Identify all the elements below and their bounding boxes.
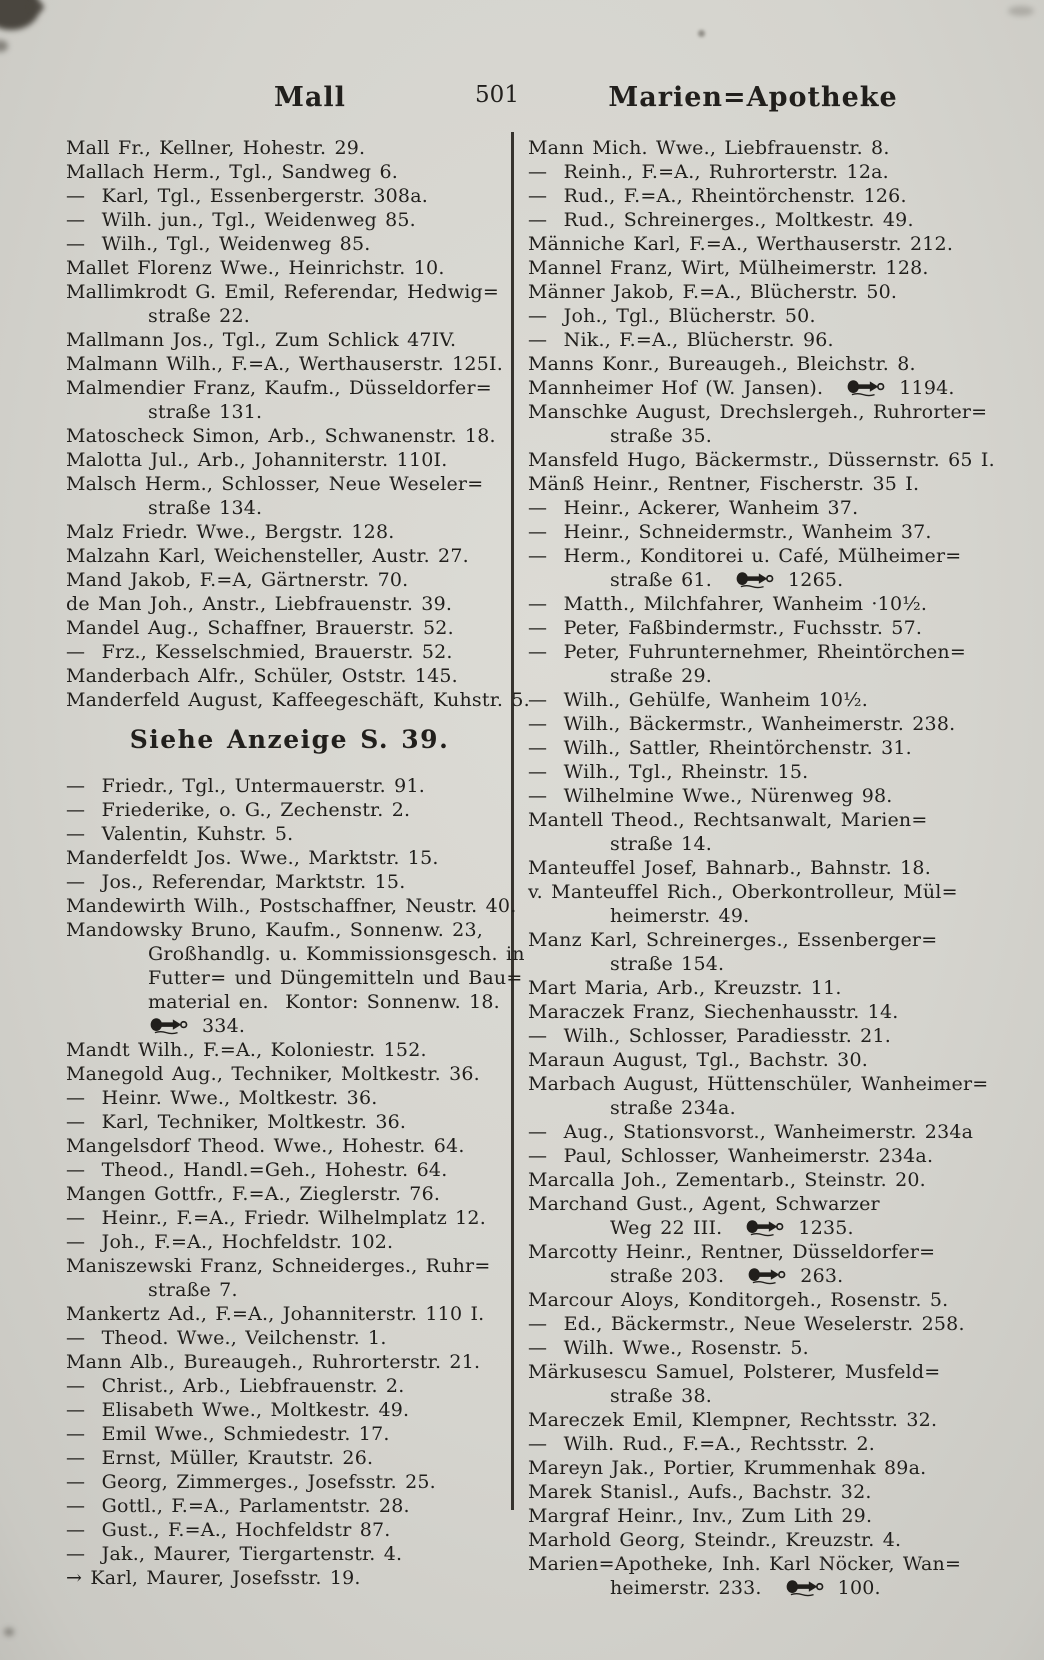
entry-line [66, 472, 513, 496]
entry-line [66, 1110, 513, 1134]
entry-text: — Heinr. Wwe., Moltkestr. 36. [66, 1087, 378, 1109]
entry-text: Marbach August, Hüttenschüler, Wanheimer= [528, 1073, 989, 1095]
entry-text: straße 203. [610, 1265, 725, 1287]
entry-line [66, 798, 513, 822]
telephone-receiver-icon [736, 572, 776, 589]
entry-text: straße 38. [610, 1385, 712, 1407]
entry-text: — Wilh., Schlosser, Paradiesstr. 21. [528, 1025, 891, 1047]
entry-text: — Rud., F.=A., Rheintörchenstr. 126. [528, 185, 907, 207]
entry-line [528, 136, 990, 160]
entry-text: Malzahn Karl, Weichensteller, Austr. 27. [66, 545, 469, 567]
entry-line [528, 1072, 990, 1096]
entry-line [66, 1494, 513, 1518]
entry-text: — Wilh., Bäckermstr., Wanheimerstr. 238. [528, 713, 956, 735]
entry-line [528, 1360, 990, 1384]
entry-text: — Emil Wwe., Schmiedestr. 17. [66, 1423, 390, 1445]
entry-text: — Friedr., Tgl., Untermauerstr. 91. [66, 775, 425, 797]
entry-text: — Peter, Fuhrunternehmer, Rheintörchen= [528, 641, 966, 663]
entry-text: Mankertz Ad., F.=A., Johanniterstr. 110 I. [66, 1303, 485, 1325]
right-column [528, 136, 995, 1600]
entry-text: Matoscheck Simon, Arb., Schwanenstr. 18. [66, 425, 496, 447]
entry-text: Mannel Franz, Wirt, Mülheimerstr. 128. [528, 257, 929, 279]
entry-text: Mandowsky Bruno, Kaufm., Sonnenw. 23, [66, 919, 483, 941]
telephone-number: 1194. [899, 377, 955, 399]
entry-text: heimerstr. 49. [610, 905, 750, 927]
entry-line [66, 1422, 513, 1446]
entry-line [528, 256, 990, 280]
entry-line [66, 1086, 513, 1110]
telephone-number: 334. [202, 1015, 246, 1037]
entry-line [66, 136, 513, 160]
left-column [66, 136, 530, 1590]
entry-text: Margraf Heinr., Inv., Zum Lith 29. [528, 1505, 873, 1527]
entry-line [528, 1048, 990, 1072]
entry-text: straße 61. [610, 569, 712, 591]
telephone-number: 1265. [788, 569, 844, 591]
telephone-number: 263. [800, 1265, 844, 1287]
entry-text: Mallach Herm., Tgl., Sandweg 6. [66, 161, 399, 183]
entry-line [528, 736, 990, 760]
entry-line [66, 1470, 513, 1494]
entry-continuation-line [528, 664, 990, 688]
entry-text: — Wilh., Sattler, Rheintörchenstr. 31. [528, 737, 912, 759]
entry-line [66, 1038, 513, 1062]
entry-text: Mandewirth Wilh., Postschaffner, Neustr. 40. [66, 895, 517, 917]
entry-line [528, 1408, 990, 1432]
entry-text: — Valentin, Kuhstr. 5. [66, 823, 294, 845]
entry-line [66, 640, 513, 664]
entry-text: straße 22. [148, 305, 250, 327]
entry-text: Mannheimer Hof (W. Jansen). [528, 377, 824, 399]
entry-line [66, 1398, 513, 1422]
entry-continuation-line [66, 942, 525, 966]
entry-text: — Peter, Faßbindermstr., Fuchsstr. 57. [528, 617, 923, 639]
entry-text: — Karl, Tgl., Essenbergerstr. 308a. [66, 185, 428, 207]
entry-text: de Man Joh., Anstr., Liebfrauenstr. 39. [66, 593, 453, 615]
entry-line [528, 160, 990, 184]
entry-continuation-line [528, 1216, 990, 1240]
entry-text: — Reinh., F.=A., Ruhrorterstr. 12a. [528, 161, 889, 183]
entry-line [66, 1062, 513, 1086]
entry-line [528, 592, 990, 616]
entry-text: Mandel Aug., Schaffner, Brauerstr. 52. [66, 617, 454, 639]
entry-text: Mall Fr., Kellner, Hohestr. 29. [66, 137, 366, 159]
scan-smudge [1008, 6, 1034, 16]
entry-line [528, 376, 990, 400]
entry-line [66, 520, 513, 544]
entry-text: material en. Kontor: Sonnenw. 18. [148, 991, 500, 1013]
entry-text: straße 154. [610, 953, 725, 975]
entry-line [66, 328, 513, 352]
entry-text: Maniszewski Franz, Schneiderges., Ruhr= [66, 1255, 491, 1277]
entry-text: Manderfeld August, Kaffeegeschäft, Kuhstr. 5. [66, 689, 530, 711]
entry-line [66, 822, 513, 846]
entry-line [66, 1134, 513, 1158]
entry-continuation-line [528, 1096, 990, 1120]
entry-line [66, 1158, 513, 1182]
entry-text: Mand Jakob, F.=A, Gärtnerstr. 70. [66, 569, 409, 591]
entry-text: straße 131. [148, 401, 263, 423]
entry-line [528, 1312, 990, 1336]
entry-text: — Elisabeth Wwe., Moltkestr. 49. [66, 1399, 410, 1421]
entry-line [66, 774, 513, 798]
entry-line [528, 520, 990, 544]
entry-line [528, 1024, 990, 1048]
entry-continuation-line [66, 990, 513, 1014]
entry-text: — Jos., Referendar, Marktstr. 15. [66, 871, 406, 893]
entry-text: straße 234a. [610, 1097, 736, 1119]
entry-line [528, 352, 990, 376]
entry-text: Malotta Jul., Arb., Johanniterstr. 110I. [66, 449, 448, 471]
entry-line [528, 808, 990, 832]
entry-text: Mandt Wilh., F.=A., Koloniestr. 152. [66, 1039, 427, 1061]
entry-line [66, 424, 513, 448]
entry-text: — Christ., Arb., Liebfrauenstr. 2. [66, 1375, 405, 1397]
entry-text: — Wilhelmine Wwe., Nürenweg 98. [528, 785, 893, 807]
entry-text: — Theod., Handl.=Geh., Hohestr. 64. [66, 1159, 448, 1181]
entry-text: — Gust., F.=A., Hochfeldstr 87. [66, 1519, 391, 1541]
entry-text: heimerstr. 233. [610, 1577, 762, 1599]
entry-continuation-line [528, 1264, 990, 1288]
entry-text: Manderbach Alfr., Schüler, Oststr. 145. [66, 665, 458, 687]
telephone-receiver-icon [748, 1268, 788, 1285]
entry-line [528, 1552, 990, 1576]
entry-text: Marcotty Heinr., Rentner, Düsseldorfer= [528, 1241, 936, 1263]
entry-line [66, 846, 513, 870]
entry-line [528, 928, 990, 952]
entry-text: straße 29. [610, 665, 712, 687]
entry-line [528, 640, 990, 664]
entry-line [66, 448, 513, 472]
entry-text: — Wilh., Tgl., Weidenweg 85. [66, 233, 371, 255]
entry-text: Marcalla Joh., Zementarb., Steinstr. 20. [528, 1169, 926, 1191]
entry-line [66, 870, 513, 894]
entry-line [66, 1230, 513, 1254]
entry-text: Manegold Aug., Techniker, Moltkestr. 36. [66, 1063, 480, 1085]
entry-line [66, 1302, 513, 1326]
telephone-receiver-icon [746, 1220, 786, 1237]
entry-line [66, 1374, 513, 1398]
entry-line [66, 352, 513, 376]
entry-text: — Jak., Maurer, Tiergartenstr. 4. [66, 1543, 403, 1565]
entry-text: Mallmann Jos., Tgl., Zum Schlick 47IV. [66, 329, 457, 351]
entry-text: — Joh., F.=A., Hochfeldstr. 102. [66, 1231, 394, 1253]
entry-text: Manderfeldt Jos. Wwe., Marktstr. 15. [66, 847, 439, 869]
entry-text: Mantell Theod., Rechtsanwalt, Marien= [528, 809, 928, 831]
entry-line [528, 1120, 990, 1144]
entry-line [66, 1326, 513, 1350]
entry-continuation-line [528, 568, 990, 592]
entry-continuation-line [66, 1278, 513, 1302]
entry-text: Mänß Heinr., Rentner, Fischerstr. 35 I. [528, 473, 920, 495]
telephone-receiver-icon [786, 1580, 826, 1597]
entry-text: Weg 22 III. [610, 1217, 723, 1239]
entry-text: Mareyn Jak., Portier, Krummenhak 89a. [528, 1457, 927, 1479]
entry-text: v. Manteuffel Rich., Oberkontrolleur, Mül= [528, 881, 958, 903]
entry-line [66, 280, 513, 304]
entry-text: — Heinr., Schneidermstr., Wanheim 37. [528, 521, 932, 543]
entry-text: — Wilh. Rud., F.=A., Rechtsstr. 2. [528, 1433, 875, 1455]
entry-line [528, 1504, 990, 1528]
entry-text: Mart Maria, Arb., Kreuzstr. 11. [528, 977, 842, 999]
entry-line [66, 544, 513, 568]
entry-line [66, 1518, 513, 1542]
entry-line [66, 616, 513, 640]
entry-text: Malmendier Franz, Kaufm., Düsseldorfer= [66, 377, 492, 399]
entry-line [66, 688, 530, 712]
entry-line [66, 184, 513, 208]
entry-text: — Wilh. jun., Tgl., Weidenweg 85. [66, 209, 416, 231]
entry-continuation-line [528, 1576, 990, 1600]
entry-text: Mangelsdorf Theod. Wwe., Hohestr. 64. [66, 1135, 465, 1157]
entry-line [528, 472, 990, 496]
entry-line [528, 1168, 990, 1192]
entry-line [528, 880, 990, 904]
entry-text: Marek Stanisl., Aufs., Bachstr. 32. [528, 1481, 872, 1503]
advert-notice: Siehe Anzeige S. 39. [129, 725, 450, 754]
entry-line [528, 496, 990, 520]
entry-text: Marcour Aloys, Konditorgeh., Rosenstr. 5. [528, 1289, 949, 1311]
entry-text: Märkusescu Samuel, Polsterer, Musfeld= [528, 1361, 941, 1383]
entry-line [528, 1480, 990, 1504]
entry-line [528, 784, 990, 808]
entry-line [528, 280, 990, 304]
entry-line [528, 1192, 990, 1216]
page-number: 501 [475, 82, 519, 108]
entry-text: — Theod. Wwe., Veilchenstr. 1. [66, 1327, 387, 1349]
scan-smudge [698, 30, 705, 37]
entry-text: Manz Karl, Schreinerges., Essenberger= [528, 929, 938, 951]
entry-line [66, 1542, 513, 1566]
entry-continuation-line [528, 832, 990, 856]
entry-text: — Karl, Techniker, Moltkestr. 36. [66, 1111, 407, 1133]
entry-line [66, 664, 513, 688]
entry-continuation-line [66, 966, 523, 990]
entry-line [66, 208, 513, 232]
entry-text: Mallimkrodt G. Emil, Referendar, Hedwig= [66, 281, 499, 303]
scan-smudge [0, 40, 8, 52]
entry-line [528, 448, 995, 472]
entry-line [528, 1288, 990, 1312]
entry-text: — Nik., F.=A., Blücherstr. 96. [528, 329, 834, 351]
entry-text: Marhold Georg, Steindr., Kreuzstr. 4. [528, 1529, 902, 1551]
telephone-number: 100. [837, 1577, 881, 1599]
entry-line [528, 1144, 990, 1168]
entry-line [528, 1240, 990, 1264]
entry-text: — Wilh., Gehülfe, Wanheim 10½. [528, 689, 868, 711]
entry-text: Mangen Gottfr., F.=A., Zieglerstr. 76. [66, 1183, 441, 1205]
entry-line [528, 976, 990, 1000]
entry-text: — Ernst, Müller, Krautstr. 26. [66, 1447, 374, 1469]
entry-continuation-line [66, 400, 513, 424]
entry-text: straße 14. [610, 833, 712, 855]
entry-text: — Joh., Tgl., Blücherstr. 50. [528, 305, 816, 327]
entry-line [66, 376, 513, 400]
entry-line [66, 592, 513, 616]
entry-text: straße 35. [610, 425, 712, 447]
entry-text: Maraun August, Tgl., Bachstr. 30. [528, 1049, 869, 1071]
entry-text: — Georg, Zimmerges., Josefsstr. 25. [66, 1471, 436, 1493]
entry-text: Futter= und Düngemitteln und Bau= [148, 967, 523, 989]
entry-text: Männer Jakob, F.=A., Blücherstr. 50. [528, 281, 898, 303]
entry-line [528, 712, 990, 736]
scan-smudge [4, 1628, 14, 1636]
entry-text: — Wilh. Wwe., Rosenstr. 5. [528, 1337, 809, 1359]
entry-continuation-line [528, 424, 990, 448]
entry-continuation-line [528, 904, 990, 928]
entry-line [528, 232, 990, 256]
entry-line [66, 160, 513, 184]
entry-continuation-line [528, 1384, 990, 1408]
entry-line [66, 1254, 513, 1278]
entry-line [528, 544, 990, 568]
entry-continuation-line [66, 496, 513, 520]
entry-line [66, 1206, 513, 1230]
entry-line [528, 1000, 990, 1024]
entry-line [66, 1446, 513, 1470]
entry-line [528, 1528, 990, 1552]
running-head-right: Marien=Apotheke [608, 82, 898, 113]
entry-line [66, 1566, 513, 1590]
entry-line [528, 208, 990, 232]
entry-text: Malsch Herm., Schlosser, Neue Weseler= [66, 473, 484, 495]
scan-smudge [30, 2, 44, 12]
entry-continuation-line [66, 1014, 513, 1038]
entry-text: — Heinr., F.=A., Friedr. Wilhelmplatz 12. [66, 1207, 486, 1229]
entry-text: — Aug., Stationsvorst., Wanheimerstr. 234a [528, 1121, 974, 1143]
entry-line [528, 1456, 990, 1480]
entry-text: straße 7. [148, 1279, 238, 1301]
entry-text: Maraczek Franz, Siechenhausstr. 14. [528, 1001, 899, 1023]
entry-line [528, 304, 990, 328]
entry-text: straße 134. [148, 497, 263, 519]
entry-line [528, 328, 990, 352]
entry-text: — Heinr., Ackerer, Wanheim 37. [528, 497, 859, 519]
running-head-left: Mall [274, 82, 346, 113]
entry-text: — Paul, Schlosser, Wanheimerstr. 234a. [528, 1145, 934, 1167]
entry-line [66, 232, 513, 256]
entry-line [528, 1336, 990, 1360]
entry-line [66, 894, 517, 918]
telephone-receiver-icon [847, 380, 887, 397]
entry-text: Manschke August, Drechslergeh., Ruhrorter= [528, 401, 988, 423]
entry-line [66, 918, 513, 942]
entry-text: — Herm., Konditorei u. Café, Mülheimer= [528, 545, 962, 567]
entry-line [528, 400, 990, 424]
entry-continuation-line [528, 952, 990, 976]
entry-text: Malmann Wilh., F.=A., Werthauserstr. 125I. [66, 353, 503, 375]
telephone-number: 1235. [798, 1217, 854, 1239]
entry-text: — Ed., Bäckermstr., Neue Weselerstr. 258. [528, 1313, 965, 1335]
entry-line [66, 1182, 513, 1206]
entry-text: — Wilh., Tgl., Rheinstr. 15. [528, 761, 809, 783]
entry-line [528, 184, 990, 208]
entry-line [528, 856, 990, 880]
entry-text: Mann Alb., Bureaugeh., Ruhrorterstr. 21. [66, 1351, 481, 1373]
entry-text: Männiche Karl, F.=A., Werthauserstr. 212. [528, 233, 954, 255]
entry-line [66, 1350, 513, 1374]
telephone-receiver-icon [150, 1018, 190, 1035]
entry-text: Großhandlg. u. Kommissionsgesch. in [148, 943, 525, 965]
entry-text: — Rud., Schreinerges., Moltkestr. 49. [528, 209, 914, 231]
entry-text: — Gottl., F.=A., Parlamentstr. 28. [66, 1495, 410, 1517]
entry-text: Mansfeld Hugo, Bäckermstr., Düssernstr. 65 I. [528, 449, 995, 471]
entry-text: Marien=Apotheke, Inh. Karl Nöcker, Wan= [528, 1553, 962, 1575]
entry-text: Marchand Gust., Agent, Schwarzer [528, 1193, 880, 1215]
entry-line [528, 616, 990, 640]
entry-text: Mallet Florenz Wwe., Heinrichstr. 10. [66, 257, 445, 279]
entry-text: — Friederike, o. G., Zechenstr. 2. [66, 799, 411, 821]
entry-line [528, 1432, 990, 1456]
entry-line [66, 568, 513, 592]
entry-text: Manns Konr., Bureaugeh., Bleichstr. 8. [528, 353, 916, 375]
entry-line [528, 760, 990, 784]
entry-line [528, 688, 990, 712]
entry-text: Malz Friedr. Wwe., Bergstr. 128. [66, 521, 395, 543]
entry-text: Manteuffel Josef, Bahnarb., Bahnstr. 18. [528, 857, 931, 879]
entry-text: → Karl, Maurer, Josefsstr. 19. [66, 1567, 361, 1589]
entry-line [66, 256, 513, 280]
entry-text: — Frz., Kesselschmied, Brauerstr. 52. [66, 641, 453, 663]
entry-text: Mareczek Emil, Klempner, Rechtsstr. 32. [528, 1409, 938, 1431]
entry-text: Mann Mich. Wwe., Liebfrauenstr. 8. [528, 137, 890, 159]
entry-text: — Matth., Milchfahrer, Wanheim ·10½. [528, 593, 928, 615]
entry-continuation-line [66, 304, 513, 328]
